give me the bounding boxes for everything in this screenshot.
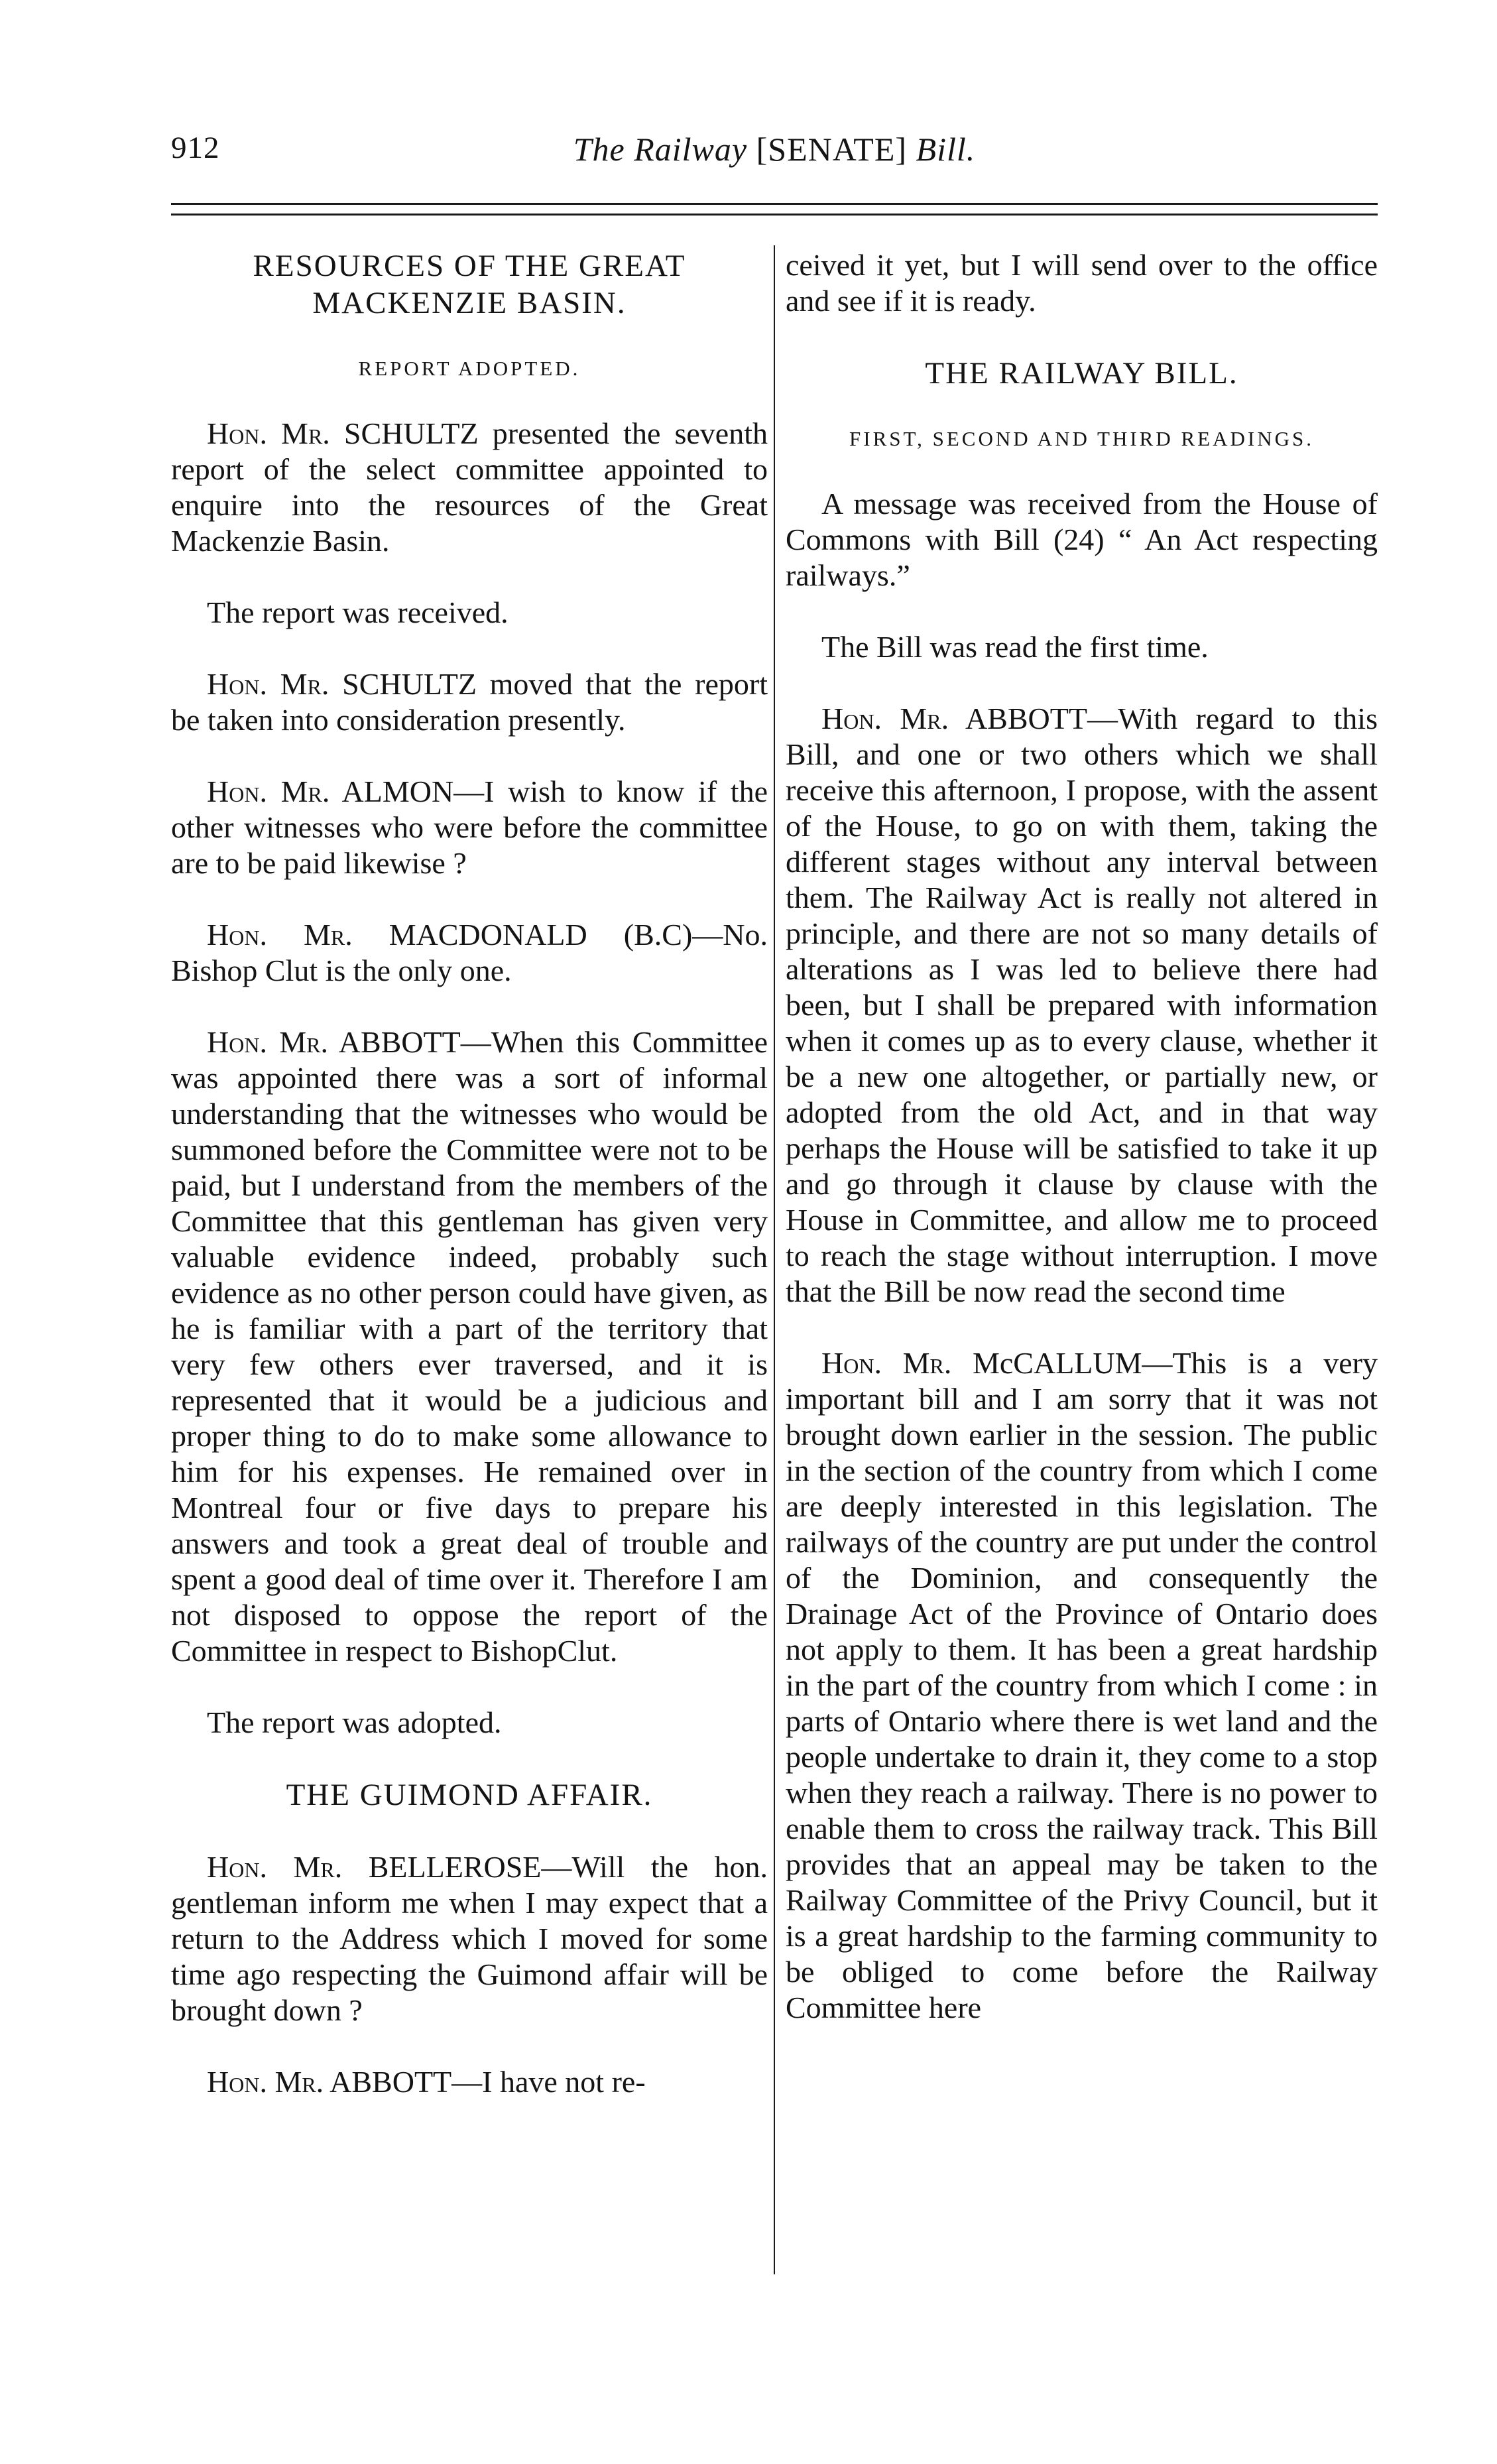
paragraph-text: MACDONALD (B.C)—No. Bishop Clut is the only one. <box>171 918 768 987</box>
paragraph-abbott-bill <box>786 701 1378 1310</box>
speaker-label: Hon. Mr. <box>821 702 949 735</box>
speaker-label: Hon. Mr. <box>821 1346 952 1380</box>
speaker-label: Hon. Mr. <box>207 1850 343 1884</box>
paragraph-text: ABBOTT—I have not re- <box>329 2065 646 2099</box>
paragraph-schultz-moved <box>171 666 768 738</box>
paragraph-abbott-return <box>171 2064 768 2100</box>
left-column <box>171 247 768 2100</box>
running-title-prefix: The Railway <box>573 131 748 168</box>
railway-bill-heading: THE RAILWAY BILL. <box>925 356 1238 391</box>
speaker-label: Hon. Mr. <box>207 1025 328 1059</box>
paragraph-bellerose <box>171 1849 768 2028</box>
paragraph-text: ABBOTT—When this Committee was appointed there was a sort of informal understanding that the witnesses who would be summoned before the Committee were not to be paid, but I understand from the members of the Committee that this gentleman has given very valuable evidence indeed, probably such evidence as no other person could have given, as he is familiar with a part of the territory that very few others ever traversed, and it is represented that it would be a judicious and proper thing to do to make some allowance to him for his expenses. He remained over in Montreal four or five days to prepare his answers and took a great deal of trouble and spent a good deal of time over it. Therefore I am not disposed to oppose the report of the Committee in respect to BishopClut. <box>171 1025 768 1668</box>
readings-subheading: FIRST, SECOND AND THIRD READINGS. <box>849 427 1314 450</box>
speaker-label: Hon. Mr. <box>207 774 330 808</box>
right-column <box>786 247 1378 2026</box>
speaker-label: Hon. Mr. <box>207 416 330 450</box>
running-header <box>171 130 1378 176</box>
paragraph-almon <box>171 774 768 881</box>
running-title-chamber: [SENATE] <box>756 131 908 168</box>
resources-heading <box>171 247 768 322</box>
paragraph-text: BELLEROSE—Will the hon. gentleman inform me when I may expect that a return to the Address which I moved for some time ago respecting the Guimond affair will be brought down ? <box>171 1850 768 2027</box>
paragraph-text: SCHULTZ presented the seventh report of the select committee appointed to enquire into the resources of the Great Mackenzie Basin. <box>171 416 768 558</box>
resources-heading-line1: RESOURCES OF THE GREAT <box>253 249 686 283</box>
paragraph-schultz-presented <box>171 416 768 559</box>
page-number: 912 <box>171 131 220 165</box>
paragraph-message-received: A message was received from the House of Commons with Bill (24) “ An Act respecting railways.” <box>786 487 1378 592</box>
paragraph-continued-abbott: ceived it yet, but I will send over to the office and see if it is ready. <box>786 248 1378 318</box>
running-title-suffix: Bill. <box>916 131 976 168</box>
running-title <box>171 130 1378 168</box>
paragraph-report-received: The report was received. <box>207 595 509 629</box>
paragraph-macdonald <box>171 917 768 989</box>
paragraph-text: ABBOTT—With regard to this Bill, and one or two others which we shall receive this afternoon, I propose, with the assent of the House, to go on with them, taking the different stages without any interval between them. The Railway Act is really not altered in principle, and there are not so many details of alterations as I was led to believe there had been, but I shall be prepared with information when it comes up as to every clause, whether it be a new one altogether, or partially new, or adopted from the old Act, and in that way perhaps the House will be satisfied to take it up and go through it clause by clause with the House in Committee, and allow me to proceed to reach the stage without interruption. I move that the Bill be now read the second time <box>786 702 1378 1308</box>
speaker-label: Hon. Mr. <box>207 2065 324 2099</box>
report-adopted-subheading: REPORT ADOPTED. <box>358 357 581 380</box>
paragraph-report-adopted: The report was adopted. <box>207 1705 502 1739</box>
paragraph-text: ALMON—I wish to know if the other witnesses who were before the committee are to be paid likewise ? <box>171 774 768 880</box>
column-divider <box>774 245 775 2274</box>
paragraph-first-reading: The Bill was read the first time. <box>821 630 1209 664</box>
paragraph-text: SCHULTZ moved that the report be taken into consideration presently. <box>171 667 768 737</box>
speaker-label: Hon. Mr. <box>207 667 329 701</box>
resources-heading-line2: MACKENZIE BASIN. <box>312 286 627 320</box>
speaker-label: Hon. Mr. <box>207 918 353 952</box>
header-rule-top <box>171 203 1378 205</box>
guimond-heading: THE GUIMOND AFFAIR. <box>286 1778 653 1812</box>
paragraph-abbott-committee <box>171 1024 768 1669</box>
paragraph-text: McCALLUM—This is a very important bill and I am sorry that it was not brought down earlier in the session. The public in the section of the country from which I come are deeply interested in this legislation. The railways of the country are put under the control of the Dominion, and consequently the Drainage Act of the Province of Ontario does not apply to them. It has been a great hardship in the part of the country from which I come : in parts of Ontario where there is wet land and the people undertake to drain it, they come to a stop when they reach a railway. There is no power to enable them to cross the railway track. This Bill provides that an appeal may be taken to the Railway Committee of the Privy Council, but it is a great hardship to the farming community to be obliged to come before the Railway Committee here <box>786 1346 1378 2024</box>
paragraph-mccallum <box>786 1345 1378 2026</box>
header-rule-bottom <box>171 214 1378 216</box>
